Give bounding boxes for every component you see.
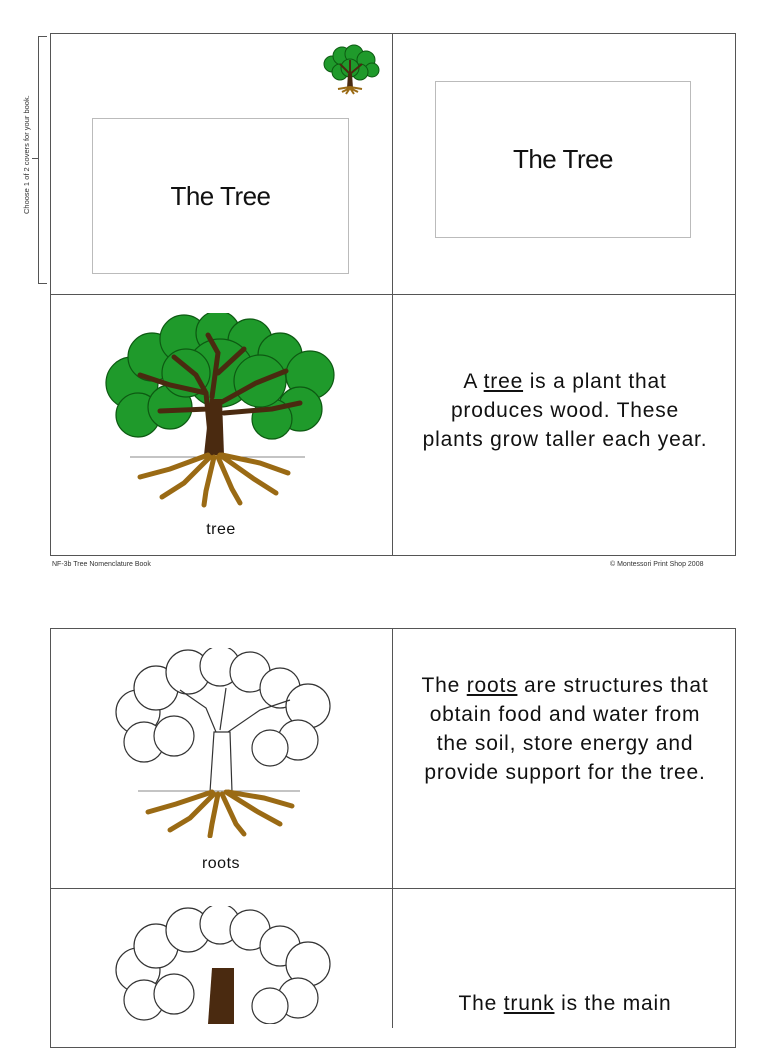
footer-left: NF-3b Tree Nomenclature Book: [52, 561, 151, 568]
tree-desc-term: tree: [483, 370, 524, 393]
trunk-desc-pre: The: [458, 992, 504, 1015]
cover-right: [435, 81, 691, 238]
trunk-desc-term: trunk: [503, 992, 555, 1015]
trunk-illustration: [110, 906, 340, 1024]
page2-grid-divider-horizontal: [50, 888, 736, 889]
trunk-desc-post: is the main: [554, 992, 672, 1015]
tree-desc-post: is a plant that produces wood. These plants grow taller each year.: [422, 370, 708, 451]
roots-desc-term: roots: [466, 674, 518, 697]
cover-choice-bracket: [38, 36, 47, 284]
small-tree-icon: [318, 44, 382, 96]
tree-caption: tree: [206, 521, 236, 538]
cover-left-title: The Tree: [170, 180, 271, 211]
tree-desc-pre: A: [463, 370, 484, 393]
cover-choice-note: Choose 1 of 2 covers for your book.: [22, 95, 31, 214]
page2-grid-divider-vertical: [392, 628, 393, 1028]
roots-caption: roots: [201, 855, 241, 872]
cover-right-title: The Tree: [512, 144, 614, 174]
roots-desc-post: are structures that obtain food and water from the soil, store energy and provide support for the tree.: [424, 674, 709, 784]
tree-illustration: [100, 313, 345, 508]
roots-illustration: [110, 648, 340, 838]
trunk-description: [420, 989, 710, 1018]
cover-choice-bracket-tick: [32, 158, 38, 159]
page1-grid-divider-horizontal: [50, 294, 736, 295]
roots-desc-pre: The: [421, 674, 467, 697]
roots-description: [420, 671, 710, 787]
tree-description: [420, 367, 710, 454]
footer-right: © Montessori Print Shop 2008: [610, 561, 704, 568]
cover-left: [92, 118, 349, 274]
